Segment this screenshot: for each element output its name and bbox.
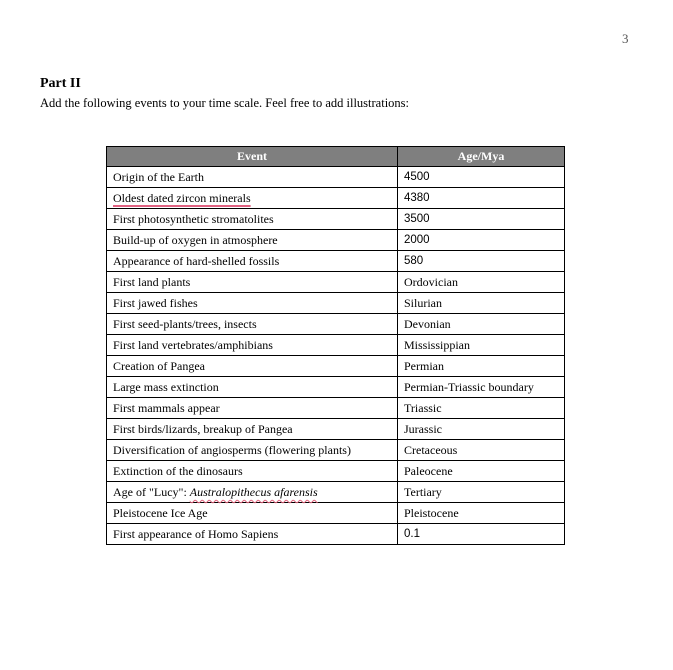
age-cell: Permian-Triassic boundary	[398, 377, 565, 398]
event-cell: First photosynthetic stromatolites	[107, 209, 398, 230]
part-title: Part II	[40, 76, 81, 91]
age-cell: 3500	[398, 209, 565, 230]
age-cell: Paleocene	[398, 461, 565, 482]
event-cell: First birds/lizards, breakup of Pangea	[107, 419, 398, 440]
table-row	[107, 188, 565, 209]
event-cell: Large mass extinction	[107, 377, 398, 398]
species-name: Australopithecus afarensis	[189, 485, 318, 499]
events-table	[106, 146, 565, 545]
event-cell: Diversification of angiosperms (flowering plants)	[107, 440, 398, 461]
event-cell: Extinction of the dinosaurs	[107, 461, 398, 482]
table-row	[107, 314, 565, 335]
table-row	[107, 461, 565, 482]
age-cell: 580	[398, 251, 565, 272]
age-cell: Mississippian	[398, 335, 565, 356]
event-cell: Origin of the Earth	[107, 167, 398, 188]
table-row	[107, 524, 565, 545]
table-row	[107, 272, 565, 293]
age-cell: Ordovician	[398, 272, 565, 293]
age-cell: Pleistocene	[398, 503, 565, 524]
table-row	[107, 419, 565, 440]
instructions-text: Add the following events to your time scale. Feel free to add illustrations:	[40, 96, 410, 110]
event-cell	[107, 482, 398, 503]
event-cell: Creation of Pangea	[107, 356, 398, 377]
page-number: 3	[622, 31, 629, 46]
header-age: Age/Mya	[398, 147, 565, 167]
event-text: Oldest dated zircon minerals	[113, 191, 251, 205]
age-cell: 4380	[398, 188, 565, 209]
event-text-prefix: Age of "Lucy":	[113, 485, 190, 499]
event-cell: First jawed fishes	[107, 293, 398, 314]
age-cell: Cretaceous	[398, 440, 565, 461]
event-cell: First appearance of Homo Sapiens	[107, 524, 398, 545]
event-cell: First mammals appear	[107, 398, 398, 419]
table-row	[107, 209, 565, 230]
header-event: Event	[107, 147, 398, 167]
age-cell: 0.1	[398, 524, 565, 545]
age-cell: Permian	[398, 356, 565, 377]
table-row	[107, 377, 565, 398]
table-row	[107, 293, 565, 314]
event-cell: Build-up of oxygen in atmosphere	[107, 230, 398, 251]
event-cell: Pleistocene Ice Age	[107, 503, 398, 524]
age-cell: Tertiary	[398, 482, 565, 503]
table-row	[107, 503, 565, 524]
age-cell: Jurassic	[398, 419, 565, 440]
table-row	[107, 482, 565, 503]
event-cell: First land plants	[107, 272, 398, 293]
table-row	[107, 335, 565, 356]
table-row	[107, 356, 565, 377]
event-cell: Appearance of hard-shelled fossils	[107, 251, 398, 272]
event-cell	[107, 188, 398, 209]
table-row	[107, 398, 565, 419]
table-row	[107, 440, 565, 461]
age-cell: 4500	[398, 167, 565, 188]
table-row	[107, 230, 565, 251]
age-cell: Silurian	[398, 293, 565, 314]
table-row	[107, 167, 565, 188]
age-cell: Devonian	[398, 314, 565, 335]
event-cell: First seed-plants/trees, insects	[107, 314, 398, 335]
event-cell: First land vertebrates/amphibians	[107, 335, 398, 356]
table-header-row	[107, 147, 565, 167]
age-cell: Triassic	[398, 398, 565, 419]
table-row	[107, 251, 565, 272]
age-cell: 2000	[398, 230, 565, 251]
